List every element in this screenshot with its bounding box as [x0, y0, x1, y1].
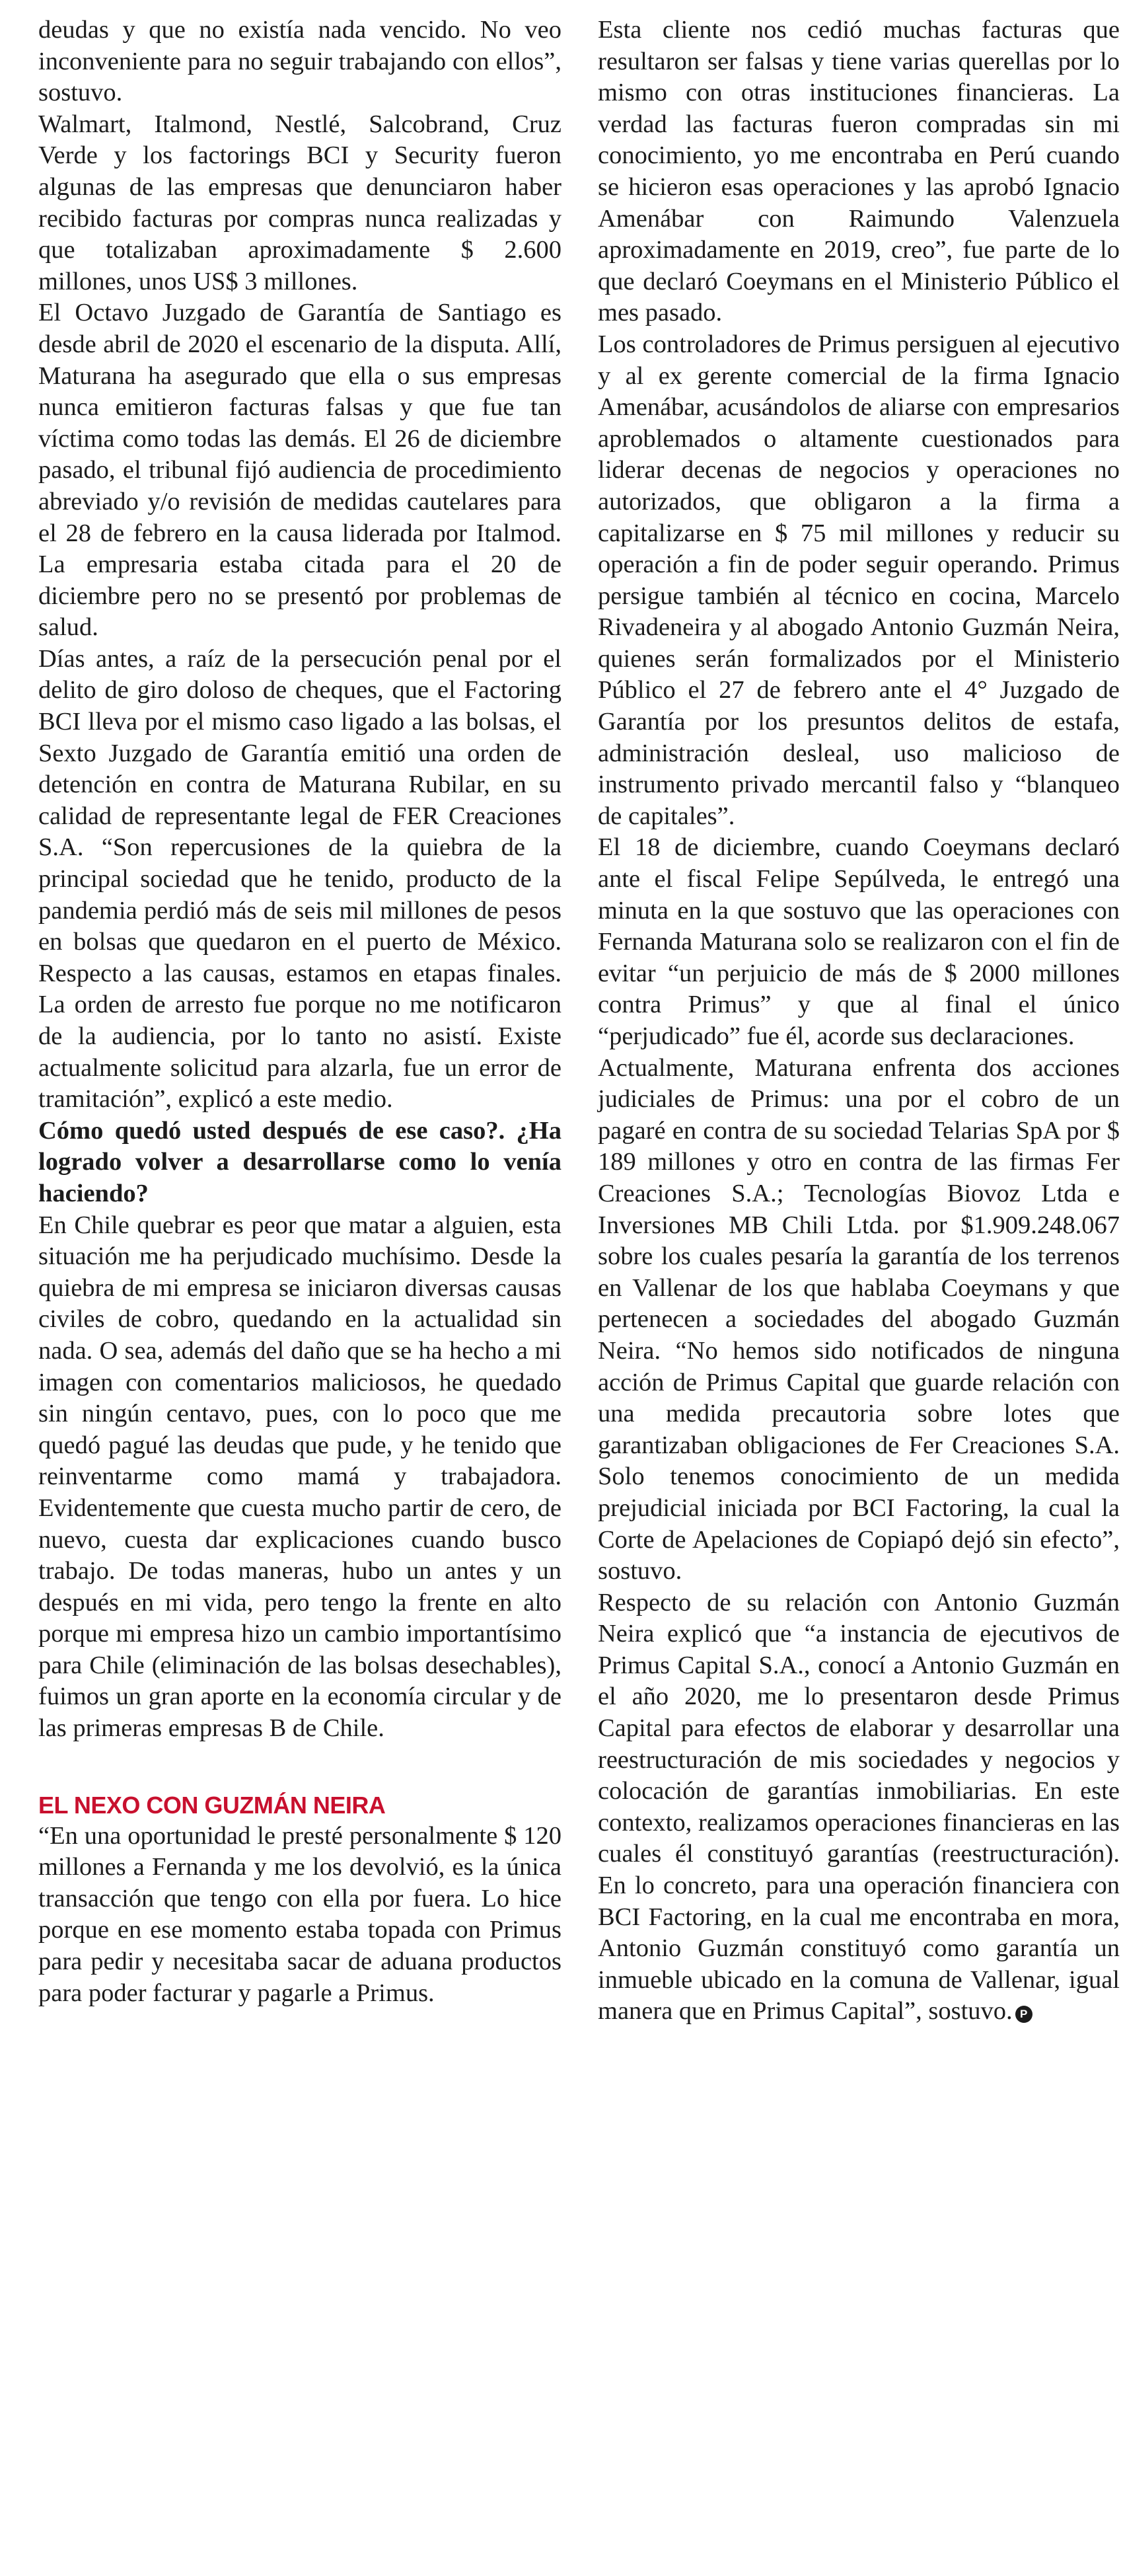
end-of-article-icon: P [1015, 2006, 1032, 2023]
paragraph: Los controladores de Primus persiguen al ejecutivo y al ex gerente comercial de la firma Ignacio Amenábar, acusándolos de aliarse con empresarios aproblemados o altamente cuestionados para liderar decenas de negocios y operaciones no autorizados, que obligaron a la firma a capitalizarse en $ 75 mil millones y reducir su operación a fin de poder seguir operando. Primus persigue también al técnico en cocina, Marcelo Rivadeneira y al abogado Antonio Guzmán Neira, quienes serán formalizados por el Ministerio Público el 27 de febrero ante el 4° Juzgado de Garantía por los presuntos delitos de estafa, administración desleal, uso malicioso de instrumento privado mercantil falso y “blanqueo de capitales”. [598, 330, 1120, 830]
left-column [38, 15, 562, 2009]
paragraph: El 18 de diciembre, cuando Coeymans declaró ante el fiscal Felipe Sepúlveda, le entregó una minuta en la que sostuvo que las operaciones con Fernanda Maturana solo se realizaron con el fin de evitar “un perjuicio de más de $ 2000 millones contra Primus” y que al final el único “perjudicado” fue él, acorde sus declaraciones. [598, 833, 1120, 1050]
paragraph: El Octavo Juzgado de Garantía de Santiago es desde abril de 2020 el escenario de la disputa. Allí, Maturana ha asegurado que ella o sus empresas nunca emitieron facturas falsas y que fue tan víctima como todas las demás. El 26 de diciembre pasado, el tribunal fijó audiencia de procedimiento abreviado y/o revisión de medidas cautelares para el 28 de febrero en la causa liderada por Italmod. La empresaria estaba citada para el 20 de diciembre pero no se presentó por problemas de salud. [38, 299, 562, 642]
closing-paragraph [598, 1587, 1120, 2027]
interview-question: Cómo quedó usted después de ese caso?. ¿Ha logrado volver a desarrollarse como lo venía haciendo? [38, 1116, 562, 1207]
paragraph: “En una oportunidad le presté personalmente $ 120 millones a Fernanda y me los devolvió, es la única transacción que tengo con ella por fuera. Lo hice porque en ese momento estaba topada con Primus para pedir y necesitaba sacar de aduana productos para poder facturar y pagarle a Primus. [38, 1821, 562, 2007]
paragraph: Esta cliente nos cedió muchas facturas que resultaron ser falsas y tiene varias querellas por lo mismo con otras instituciones financieras. La verdad las facturas fueron compradas sin mi conocimiento, yo me encontraba en Perú cuando se hicieron esas operaciones y las aprobó Ignacio Amenábar con Raimundo Valenzuela aproximadamente en 2019, creo”, fue parte de lo que declaró Coeymans en el Ministerio Público el mes pasado. [598, 16, 1120, 327]
paragraph: Walmart, Italmond, Nestlé, Salcobrand, Cruz Verde y los factorings BCI y Security fueron algunas de las empresas que denunciaron haber recibido facturas por compras nunca realizadas y que totalizaban aproximadamente $ 2.600 millones, unos US$ 3 millones. [38, 110, 562, 295]
interview-answer: En Chile quebrar es peor que matar a alguien, esta situación me ha perjudicado muchísimo. Desde la quiebra de mi empresa se iniciaron diversas causas civiles de cobro, quedando en la actualidad sin nada. O sea, además del daño que se ha hecho a mi imagen con comentarios maliciosos, he quedado sin ningún centavo, pues, con lo poco que me quedó pagué las deudas que pude, y he tenido que reinventarme como mamá y trabajadora. Evidentemente que cuesta mucho partir de cero, de nuevo, cuesta dar explicaciones cuando busco trabajo. De todas maneras, hubo un antes y un después en mi vida, pero tengo la frente en alto porque mi empresa hizo un cambio importantísimo para Chile (eliminación de las bolsas desechables), fuimos un gran aporte en la economía circular y de las primeras empresas B de Chile. [38, 1211, 562, 1743]
paragraph: deudas y que no existía nada vencido. No veo inconveniente para no seguir trabajando con ellos”, sostuvo. [38, 16, 562, 107]
closing-paragraph-text: Respecto de su relación con Antonio Guzmán Neira explicó que “a instancia de ejecutivos de Primus Capital S.A., conocí a Antonio Guzmán en el año 2020, me lo presentaron desde Primus Capital para efectos de elaborar y desarrollar una reestructuración de mis sociedades y negocios y colocación de garantías inmobiliarias. En este contexto, realizamos operaciones financieras en las cuales él constituyó garantías (reestructuración). En lo concreto, para una operación financiera con BCI Factoring, en la cual me encontraba en mora, Antonio Guzmán constituyó como garantía un inmueble ubicado en la comuna de Vallenar, igual manera que en Primus Capital”, sostuvo. [598, 1588, 1120, 2026]
section-subheading: EL NEXO CON GUZMÁN NEIRA [38, 1791, 386, 1819]
right-column [598, 15, 1120, 2027]
paragraph: Días antes, a raíz de la persecución penal por el delito de giro doloso de cheques, que el Factoring BCI lleva por el mismo caso ligado a las bolsas, el Sexto Juzgado de Garantía emitió una orden de detención en contra de Maturana Rubilar, en su calidad de representante legal de FER Creaciones S.A. “Son repercusiones de la quiebra de la principal sociedad que he tenido, producto de la pandemia perdió más de seis mil millones de pesos en bolsas que quedaron en el puerto de México. Respecto a las causas, estamos en etapas finales. La orden de arresto fue porque no me notificaron de la audiencia, por lo tanto no asistí. Existe actualmente solicitud para alzarla, fue un error de tramitación”, explicó a este medio. [38, 644, 562, 1114]
paragraph: Actualmente, Maturana enfrenta dos acciones judiciales de Primus: una por el cobro de un pagaré en contra de su sociedad Telarias SpA por $ 189 millones y otro en contra de las firmas Fer Creaciones S.A.; Tecnologías Biovoz Ltda e Inversiones MB Chili Ltda. por $1.909.248.067 sobre los cuales pesaría la garantía de los terrenos en Vallenar de los que hablaba Coeymans y que pertenecen a sociedades del abogado Guzmán Neira. “No hemos sido notificados de ninguna acción de Primus Capital que guarde relación con una medida precautoria sobre lotes que garantizaban obligaciones de Fer Creaciones S.A. Solo tenemos conocimiento de un medida prejudicial iniciada por BCI Factoring, la cual la Corte de Apelaciones de Copiapó dejó sin efecto”, sostuvo. [598, 1053, 1120, 1585]
